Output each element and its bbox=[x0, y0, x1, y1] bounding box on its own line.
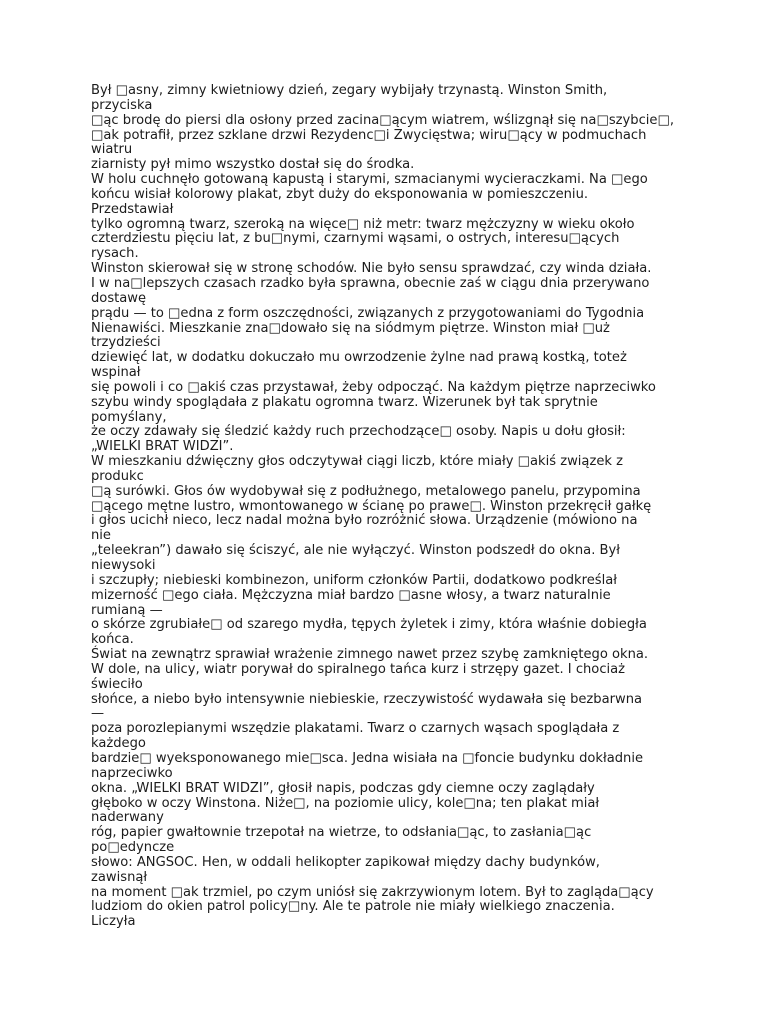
text-line: naprzeciwko bbox=[91, 765, 173, 781]
text-line: dostawę bbox=[91, 290, 147, 306]
text-line: i głos ucichł nieco, lecz nadal można było rozróżnić słowa. Urządzenie (mówiono na bbox=[91, 513, 638, 529]
text-line: I w na□lepszych czasach rzadko była sprawna, obecnie zaś w ciągu dnia przerywano bbox=[91, 275, 650, 291]
text-line: wiatru bbox=[91, 142, 133, 158]
text-line: poza porozlepianymi wszędzie plakatami. Twarz o czarnych wąsach spoglądała z bbox=[91, 721, 620, 737]
text-line: każdego bbox=[91, 736, 146, 752]
text-line: przyciska bbox=[91, 97, 153, 113]
text-line: □ąc brodę do piersi dla osłony przed zacina□ącym wiatrem, wślizgnął się na□szybcie□, bbox=[91, 112, 675, 128]
text-line: „WIELKI BRAT WIDZI”. bbox=[91, 439, 234, 455]
text-line: świeciło bbox=[91, 676, 143, 692]
text-line: o skórze zgrubiałe□ od szarego mydła, tępych żyletek i zimy, która właśnie dobiegła bbox=[91, 617, 647, 633]
text-line: — bbox=[91, 706, 105, 722]
text-line: naderwany bbox=[91, 810, 164, 826]
text-line: rysach. bbox=[91, 246, 139, 262]
text-line: okna. „WIELKI BRAT WIDZI”, głosił napis, podczas gdy ciemne oczy zaglądały bbox=[91, 780, 595, 796]
text-line: W dole, na ulicy, wiatr porywał do spiralnego tańca kurz i strzępy gazet. I chociaż bbox=[91, 661, 626, 677]
text-line: mizerność □ego ciała. Mężczyzna miał bardzo □asne włosy, a twarz naturalnie bbox=[91, 587, 611, 603]
text-line: ludziom do okien patrol policy□ny. Ale te patrole nie miały wielkiego znaczenia. bbox=[91, 899, 615, 915]
text-line: końca. bbox=[91, 632, 134, 648]
text-line: niewysoki bbox=[91, 558, 156, 573]
text-line: zawisnął bbox=[91, 869, 148, 885]
text-line: rumianą — bbox=[91, 602, 163, 618]
text-line: produkc bbox=[91, 468, 144, 484]
text-line: ziarnisty pył mimo wszystko dostał się do środka. bbox=[91, 157, 415, 173]
text-line: Był □asny, zimny kwietniowy dzień, zegary wybijały trzynastą. Winston Smith, bbox=[91, 83, 608, 98]
text-line: że oczy zdawały się śledzić każdy ruch przechodzące□ osoby. Napis u dołu głosił: bbox=[91, 424, 626, 440]
text-line: się powoli i co □akiś czas przystawał, żeby odpocząć. Na każdym piętrze naprzeciwko bbox=[91, 379, 656, 395]
text-line: W holu cuchnęło gotowaną kapustą i starymi, szmacianymi wycieraczkami. Na □ego bbox=[91, 172, 648, 188]
text-line: dziewięć lat, w dodatku dokuczało mu owrzodzenie żylne nad prawą kostką, toteż bbox=[91, 350, 627, 366]
text-line: szybu windy spoglądała z plakatu ogromna twarz. Wizerunek był tak sprytnie bbox=[91, 394, 598, 410]
text-line: słowo: ANGSOC. Hen, w oddali helikopter zapikował między dachy budynków, bbox=[91, 854, 600, 870]
text-line: Winston skierował się w stronę schodów. Nie było sensu sprawdzać, czy winda działa. bbox=[91, 261, 652, 277]
text-line: czterdziestu pięciu lat, z bu□nymi, czarnymi wąsami, o ostrych, interesu□ących bbox=[91, 231, 620, 247]
text-line: „teleekran”) dawało się ściszyć, ale nie wyłączyć. Winston podszedł do okna. Był bbox=[91, 543, 620, 559]
text-line: Przedstawiał bbox=[91, 201, 174, 217]
text-line: □ą surówki. Głos ów wydobywał się z podłużnego, metalowego panelu, przypomina bbox=[91, 483, 641, 499]
text-line: □ącego mętne lustro, wmontowanego w ścianę po prawe□. Winston przekręcił gałkę bbox=[91, 498, 652, 514]
text-line: róg, papier gwałtownie trzepotał na wietrze, to odsłania□ąc, to zasłania□ąc bbox=[91, 825, 592, 841]
text-line: pomyślany, bbox=[91, 409, 167, 425]
text-line: trzydzieści bbox=[91, 335, 161, 351]
text-line: Świat na zewnątrz sprawiał wrażenie zimnego nawet przez szybę zamkniętego okna. bbox=[91, 647, 649, 663]
text-line: tylko ogromną twarz, szeroką na więce□ niż metr: twarz mężczyzny w wieku około bbox=[91, 216, 635, 232]
text-line: prądu — to □edna z form oszczędności, związanych z przygotowaniami do Tygodnia bbox=[91, 305, 645, 321]
document-text bbox=[91, 84, 691, 930]
text-line: słońce, a niebo było intensywnie niebieskie, rzeczywistość wydawała się bezbarwna bbox=[91, 691, 643, 707]
text-line: na moment □ak trzmiel, po czym uniósł się zakrzywionym lotem. Był to zagląda□ący bbox=[91, 884, 654, 900]
text-line: bardzie□ wyeksponowanego mie□sca. Jedna wisiała na □foncie budynku dokładnie bbox=[91, 750, 644, 766]
text-line: po□edyncze bbox=[91, 840, 175, 856]
text-line: Nienawiści. Mieszkanie zna□dowało się na siódmym piętrze. Winston miał □uż bbox=[91, 320, 610, 336]
text-line: □ak potrafił, przez szklane drzwi Rezydenc□i Zwycięstwa; wiru□ący w podmuchach bbox=[91, 127, 647, 143]
text-line: wspinał bbox=[91, 365, 141, 381]
text-line: i szczupły; niebieski kombinezon, uniform członków Partii, dodatkowo podkreślał bbox=[91, 572, 617, 588]
text-line: głęboko w oczy Winstona. Niże□, na poziomie ulicy, kole□na; ten plakat miał bbox=[91, 795, 600, 811]
text-line: końcu wisiał kolorowy plakat, zbyt duży do eksponowania w pomieszczeniu. bbox=[91, 186, 589, 202]
text-line: W mieszkaniu dźwięczny głos odczytywał ciągi liczb, które miały □akiś związek z bbox=[91, 454, 623, 470]
text-line: nie bbox=[91, 528, 111, 544]
text-line: Liczyła bbox=[91, 914, 136, 930]
